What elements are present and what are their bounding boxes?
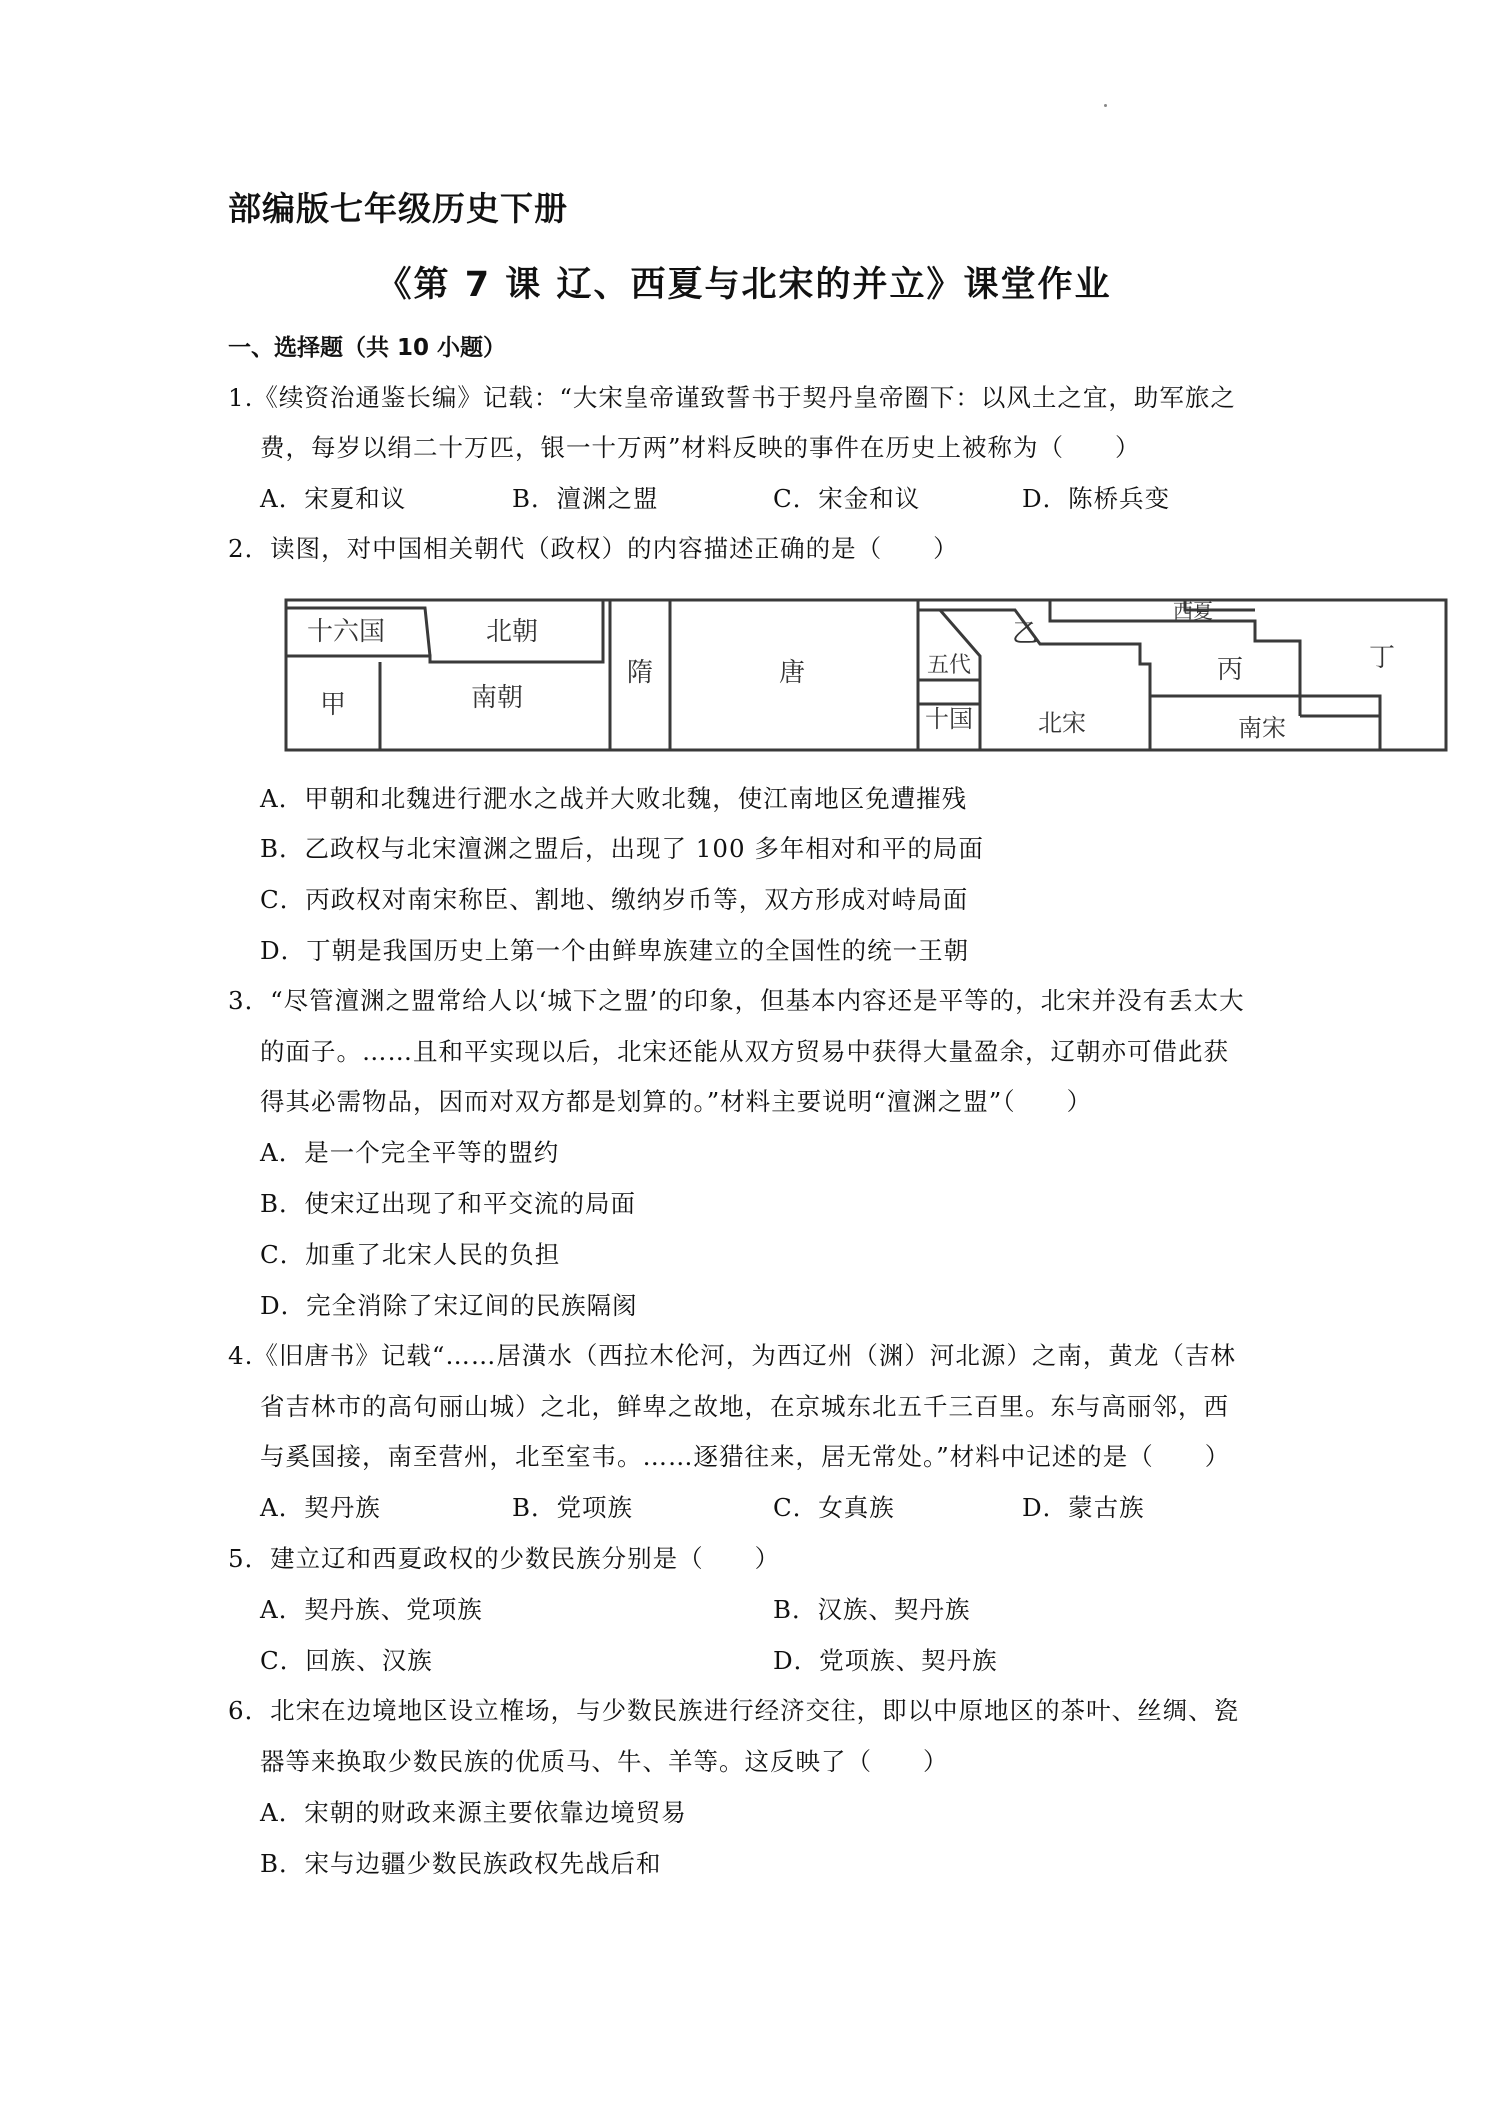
corner-mark (1104, 104, 1107, 107)
question-3-line-3: 得其必需物品，因而对双方都是划算的。”材料主要说明“澶渊之盟”（ ） (260, 1087, 1093, 1116)
label-northern-dynasties: 北朝 (485, 617, 539, 647)
label-bing: 丙 (1216, 655, 1244, 685)
label-northern-song: 北宋 (1038, 709, 1086, 737)
question-5-option-c: C．回族、汉族 (260, 1646, 433, 1675)
label-ding: 丁 (1368, 643, 1396, 673)
question-6-option-a: A．宋朝的财政来源主要依靠边境贸易 (260, 1798, 687, 1827)
question-3-option-a: A．是一个完全平等的盟约 (260, 1138, 560, 1167)
question-2-option-a: A．甲朝和北魏进行淝水之战并大败北魏，使江南地区免遭摧残 (260, 784, 968, 813)
question-3-option-c: C．加重了北宋人民的负担 (260, 1240, 561, 1269)
question-1-option-c: C．宋金和议 (773, 484, 921, 513)
question-5-line-1: 5．建立辽和西夏政权的少数民族分别是（ ） (228, 1544, 781, 1573)
question-5-option-d: D．党项族、契丹族 (773, 1646, 998, 1675)
question-4-option-a: A．契丹族 (260, 1493, 381, 1522)
question-4-line-1: 4.《旧唐书》记载“……居潢水（西拉木伦河，为西辽州（渊）河北源）之南，黄龙（吉林 (228, 1341, 1236, 1370)
label-tang: 唐 (778, 658, 806, 688)
label-sixteen-kingdoms: 十六国 (306, 617, 386, 647)
label-ten-kingdoms: 十国 (925, 705, 973, 733)
section-heading: 一、选择题（共 10 小题） (228, 335, 507, 361)
question-4-option-d: D．蒙古族 (1022, 1493, 1145, 1522)
question-5-option-a: A．契丹族、党项族 (260, 1595, 483, 1624)
label-sui: 隋 (626, 658, 654, 688)
dynasty-timeline-figure (280, 596, 1455, 756)
label-jia: 甲 (319, 690, 347, 720)
question-1-line-2: 费，每岁以绢二十万匹，银一十万两”材料反映的事件在历史上被称为（ ） (260, 433, 1141, 462)
question-3-line-2: 的面子。……且和平实现以后，北宋还能从双方贸易中获得大量盈余，辽朝亦可借此获 (260, 1037, 1229, 1066)
question-4-option-b: B．党项族 (512, 1493, 634, 1522)
question-2-option-d: D．丁朝是我国历史上第一个由鲜卑族建立的全国性的统一王朝 (260, 936, 970, 965)
question-3-option-b: B．使宋辽出现了和平交流的局面 (260, 1189, 637, 1218)
question-2-option-c: C．丙政权对南宋称臣、割地、缴纳岁币等，双方形成对峙局面 (260, 885, 969, 914)
question-3-option-d: D．完全消除了宋辽间的民族隔阂 (260, 1291, 638, 1320)
question-6-line-1: 6．北宋在边境地区设立榷场，与少数民族进行经济交往，即以中原地区的茶叶、丝绸、瓷 (228, 1696, 1240, 1725)
series-heading: 部编版七年级历史下册 (228, 189, 568, 228)
label-southern-song: 南宋 (1238, 714, 1286, 742)
question-4-line-3: 与奚国接，南至营州，北至室韦。……逐猎往来，居无常处。”材料中记述的是（ ） (260, 1442, 1231, 1471)
question-1-option-b: B．澶渊之盟 (512, 484, 659, 513)
question-1-line-1: 1.《续资治通鉴长编》记载：“大宋皇帝谨致誓书于契丹皇帝圈下：以风土之宜，助军旅之 (228, 383, 1236, 412)
question-6-option-b: B．宋与边疆少数民族政权先战后和 (260, 1849, 662, 1878)
question-1-option-d: D．陈桥兵变 (1022, 484, 1171, 513)
question-5-option-b: B．汉族、契丹族 (773, 1595, 971, 1624)
question-6-line-2: 器等来换取少数民族的优质马、牛、羊等。这反映了（ ） (260, 1747, 949, 1776)
question-2-option-b: B．乙政权与北宋澶渊之盟后，出现了 100 多年相对和平的局面 (260, 834, 984, 863)
question-4-option-c: C．女真族 (773, 1493, 895, 1522)
question-3-line-1: 3．“尽管澶渊之盟常给人以‘城下之盟’的印象，但基本内容还是平等的，北宋并没有丢太大 (228, 986, 1245, 1015)
label-southern-dynasties: 南朝 (470, 683, 524, 713)
label-yi: 乙 (1011, 619, 1039, 649)
question-1-option-a: A．宋夏和议 (260, 484, 407, 513)
label-five-dynasties: 五代 (926, 653, 972, 678)
label-western-xia: 西夏 (1173, 599, 1213, 623)
question-4-line-2: 省吉林市的高句丽山城）之北，鲜卑之故地，在京城东北五千三百里。东与高丽邻，西 (260, 1392, 1229, 1421)
question-2-line-1: 2．读图，对中国相关朝代（政权）的内容描述正确的是（ ） (228, 534, 959, 563)
page-title: 《第 7 课 辽、西夏与北宋的并立》课堂作业 (376, 265, 1112, 305)
